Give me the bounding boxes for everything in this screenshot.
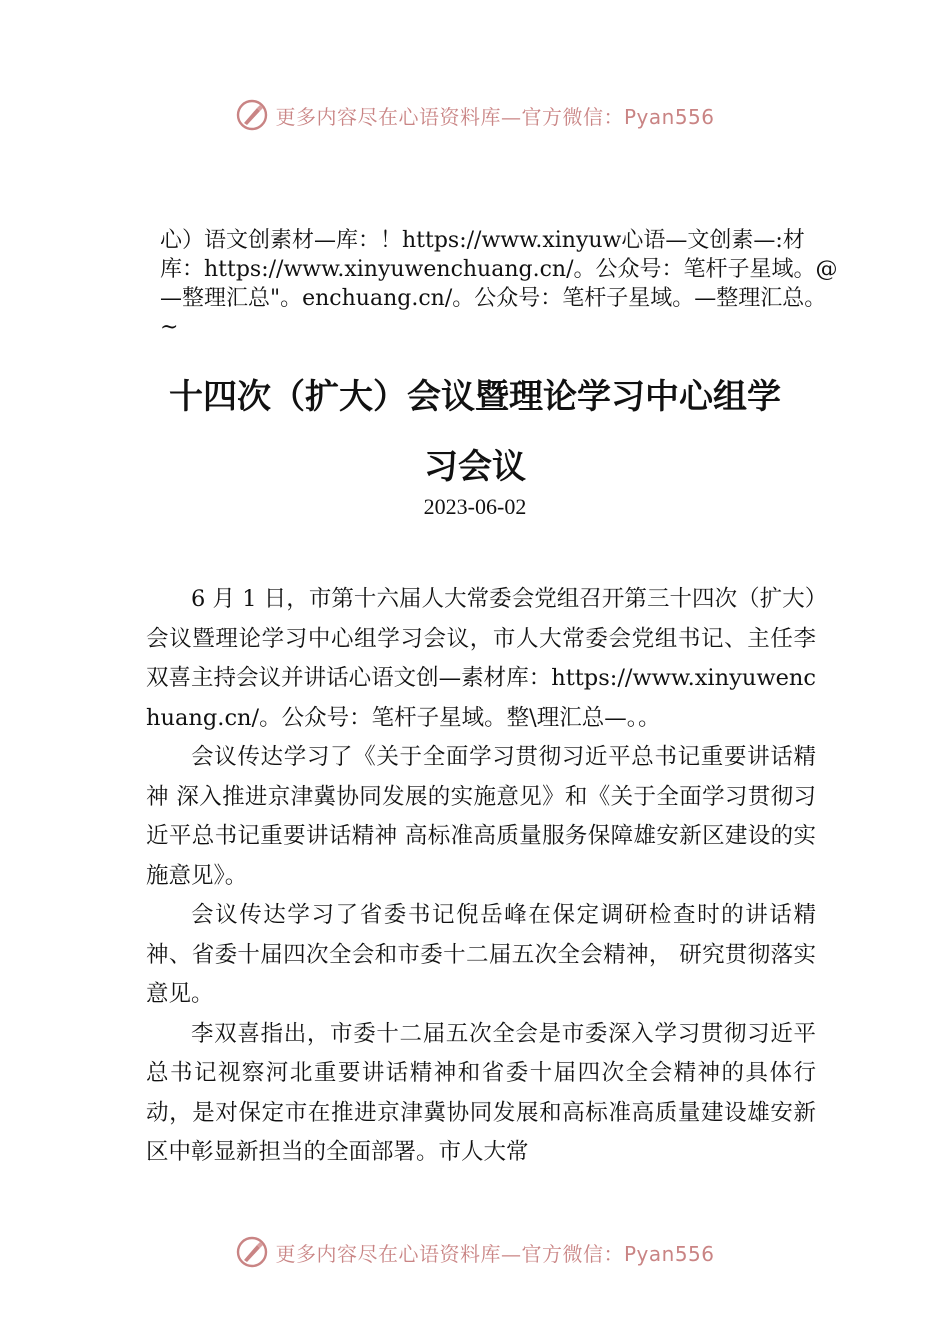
publish-date: 2023-06-02	[423, 494, 527, 519]
paragraph: 会议传达学习了省委书记倪岳峰在保定调研检查时的讲话精神、省委十届四次全会和市委十二届五次全会精神， 研究贯彻落实意见。	[146, 902, 816, 1007]
watermark-text: 更多内容尽在心语资料库—官方微信：Pyan556	[275, 104, 715, 129]
document-title	[100, 362, 850, 502]
title-line-1: 十四次（扩大）会议暨理论学习中心组学	[169, 377, 781, 417]
paragraph: 李双喜指出，市委十二届五次全会是市委深入学习贯彻习近平总书记视察河北重要讲话精神和省委十届四次全会精神的具体行动，是对保定市在推进京津冀协同发展和高标准高质量建设雄安新区中彰显新担当的全面部署。市人大常	[146, 1020, 816, 1165]
watermark-text: 更多内容尽在心语资料库—官方微信：Pyan556	[275, 1241, 715, 1266]
header-watermark	[0, 95, 950, 135]
pen-seal-icon	[235, 1235, 269, 1269]
footer-watermark	[0, 1232, 950, 1272]
pen-seal-icon	[235, 98, 269, 132]
paragraph: 会议传达学习了《关于全面学习贯彻习近平总书记重要讲话精神 深入推进京津冀协同发展的实施意见》和《关于全面学习贯彻习近平总书记重要讲话精神 高标准高质量服务保障雄安新区建设的实施意见》。	[146, 744, 816, 889]
inserted-promo-text: 心）语文创素材—库：！https://www.xinyuw心语—文创素—:材库：https://www.xinyuwenchuang.cn/。公众号：笔杆子星域。@—整理汇总"。enchuang.cn/。公众号：笔杆子星域。—整理汇总。~	[160, 228, 838, 340]
title-line-2: 习会议	[424, 447, 526, 487]
paragraph: 6 月 1 日，市第十六届人大常委会党组召开第三十四次（扩大）会议暨理论学习中心组学习会议，市人大常委会党组书记、主任李双喜主持会议并讲话心语文创—素材库：https://www.xinyuwenchuang.cn/。公众号：笔杆子星域。整\理汇总—。。	[146, 586, 816, 731]
article-body	[146, 580, 816, 1173]
